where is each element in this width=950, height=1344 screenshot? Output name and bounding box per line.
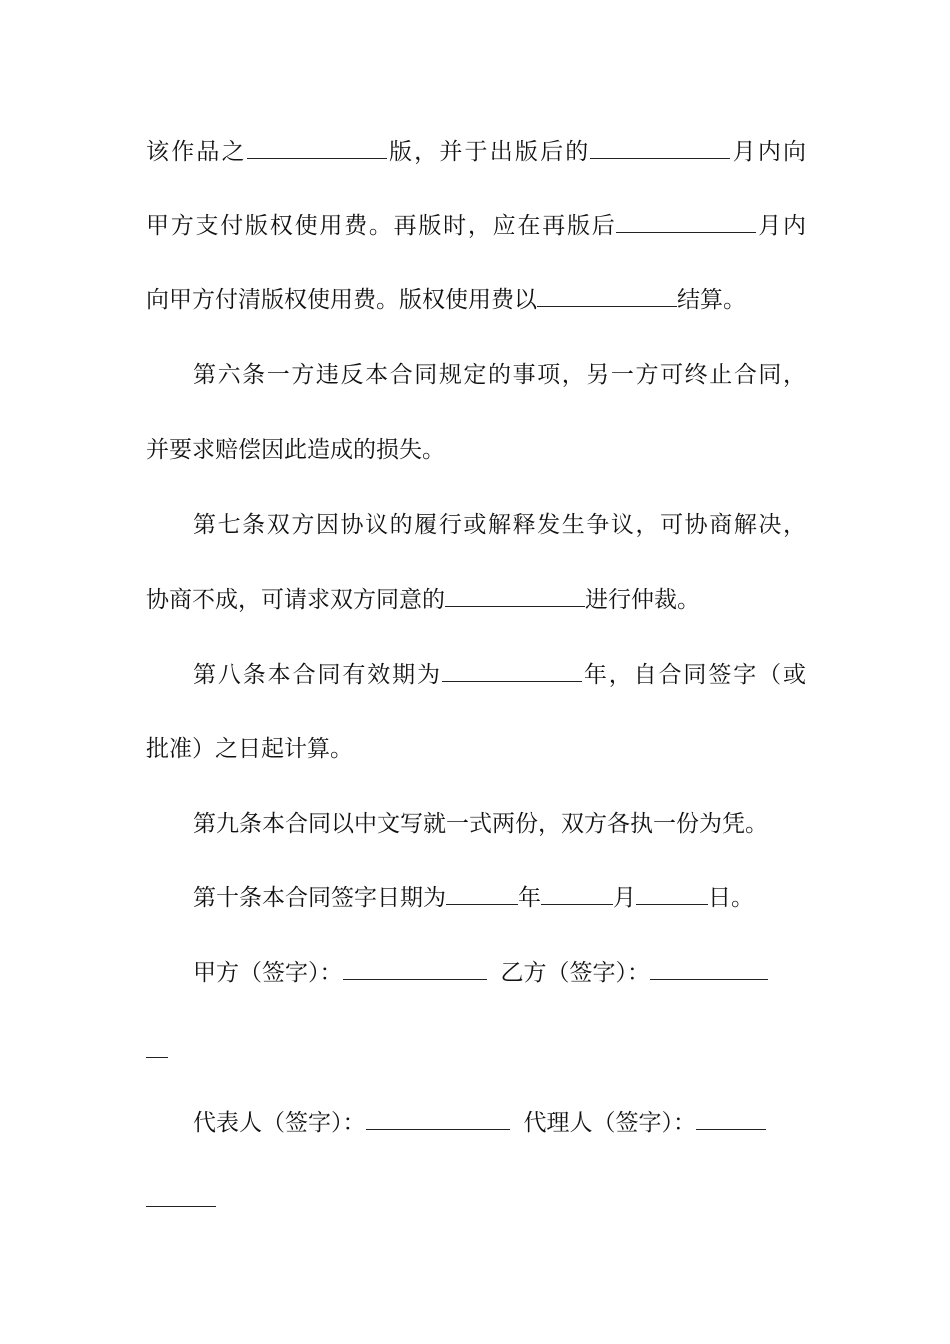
signature-line-parties [193, 953, 806, 993]
blank-sign-day[interactable] [636, 880, 708, 905]
text: 年，自合同签字（或 [581, 662, 807, 688]
blank-sign-month[interactable] [541, 880, 613, 905]
text: 结算。 [677, 287, 746, 313]
article-7-line-1: 第七条双方因协议的履行或解释发生争议，可协商解决， [193, 512, 806, 538]
clause-5-line-3 [146, 280, 806, 320]
text: 进行仲裁。 [585, 587, 700, 613]
article-7-line-2 [146, 580, 806, 620]
text: 月内 [756, 213, 807, 239]
text: 月内向 [730, 139, 806, 165]
article-9: 第九条本合同以中文写就一式两份，双方各执一份为凭。 [193, 811, 768, 837]
agent-label: 代理人（签字）： [523, 1110, 696, 1136]
blank-validity-years[interactable] [442, 657, 582, 682]
signature-line-representatives [193, 1103, 806, 1143]
clause-5-line-2 [146, 206, 806, 246]
text: 日。 [708, 885, 754, 911]
text: 协商不成，可请求双方同意的 [146, 587, 445, 613]
text: 年 [518, 885, 541, 911]
article-10 [193, 878, 806, 918]
text: 第八条本合同有效期为 [193, 662, 442, 688]
blank-edition[interactable] [247, 134, 387, 159]
text: 第十条本合同签字日期为 [193, 885, 446, 911]
article-8-line-2: 批准）之日起计算。 [146, 736, 353, 762]
article-6-line-1: 第六条一方违反本合同规定的事项，另一方可终止合同， [193, 362, 806, 388]
agent-signature-field-continued[interactable] [146, 1205, 216, 1207]
clause-5-line-1 [146, 132, 806, 172]
party-a-signature-field[interactable] [343, 955, 487, 980]
article-6-line-2: 并要求赔偿因此造成的损失。 [146, 437, 445, 463]
agent-signature-field[interactable] [696, 1105, 766, 1130]
blank-months-after-publish[interactable] [590, 134, 730, 159]
text: 版，并于出版后的 [386, 139, 591, 165]
blank-settlement-method[interactable] [537, 282, 677, 307]
representative-signature-field[interactable] [366, 1105, 510, 1130]
text: 向甲方付清版权使用费。版权使用费以 [146, 287, 537, 313]
party-b-signature-field[interactable] [650, 955, 768, 980]
blank-arbitration-body[interactable] [445, 582, 585, 607]
blank-months-after-reprint[interactable] [616, 208, 756, 233]
blank-sign-year[interactable] [446, 880, 518, 905]
text: 该作品之 [146, 139, 247, 165]
party-b-signature-field-continued[interactable] [146, 1056, 168, 1058]
article-8-line-1 [193, 655, 806, 695]
text: 甲方支付版权使用费。再版时，应在再版后 [146, 213, 617, 239]
representative-label: 代表人（签字）： [193, 1110, 366, 1136]
text: 月 [613, 885, 636, 911]
party-b-label: 乙方（签字）： [500, 960, 650, 986]
party-a-label: 甲方（签字）： [193, 960, 343, 986]
